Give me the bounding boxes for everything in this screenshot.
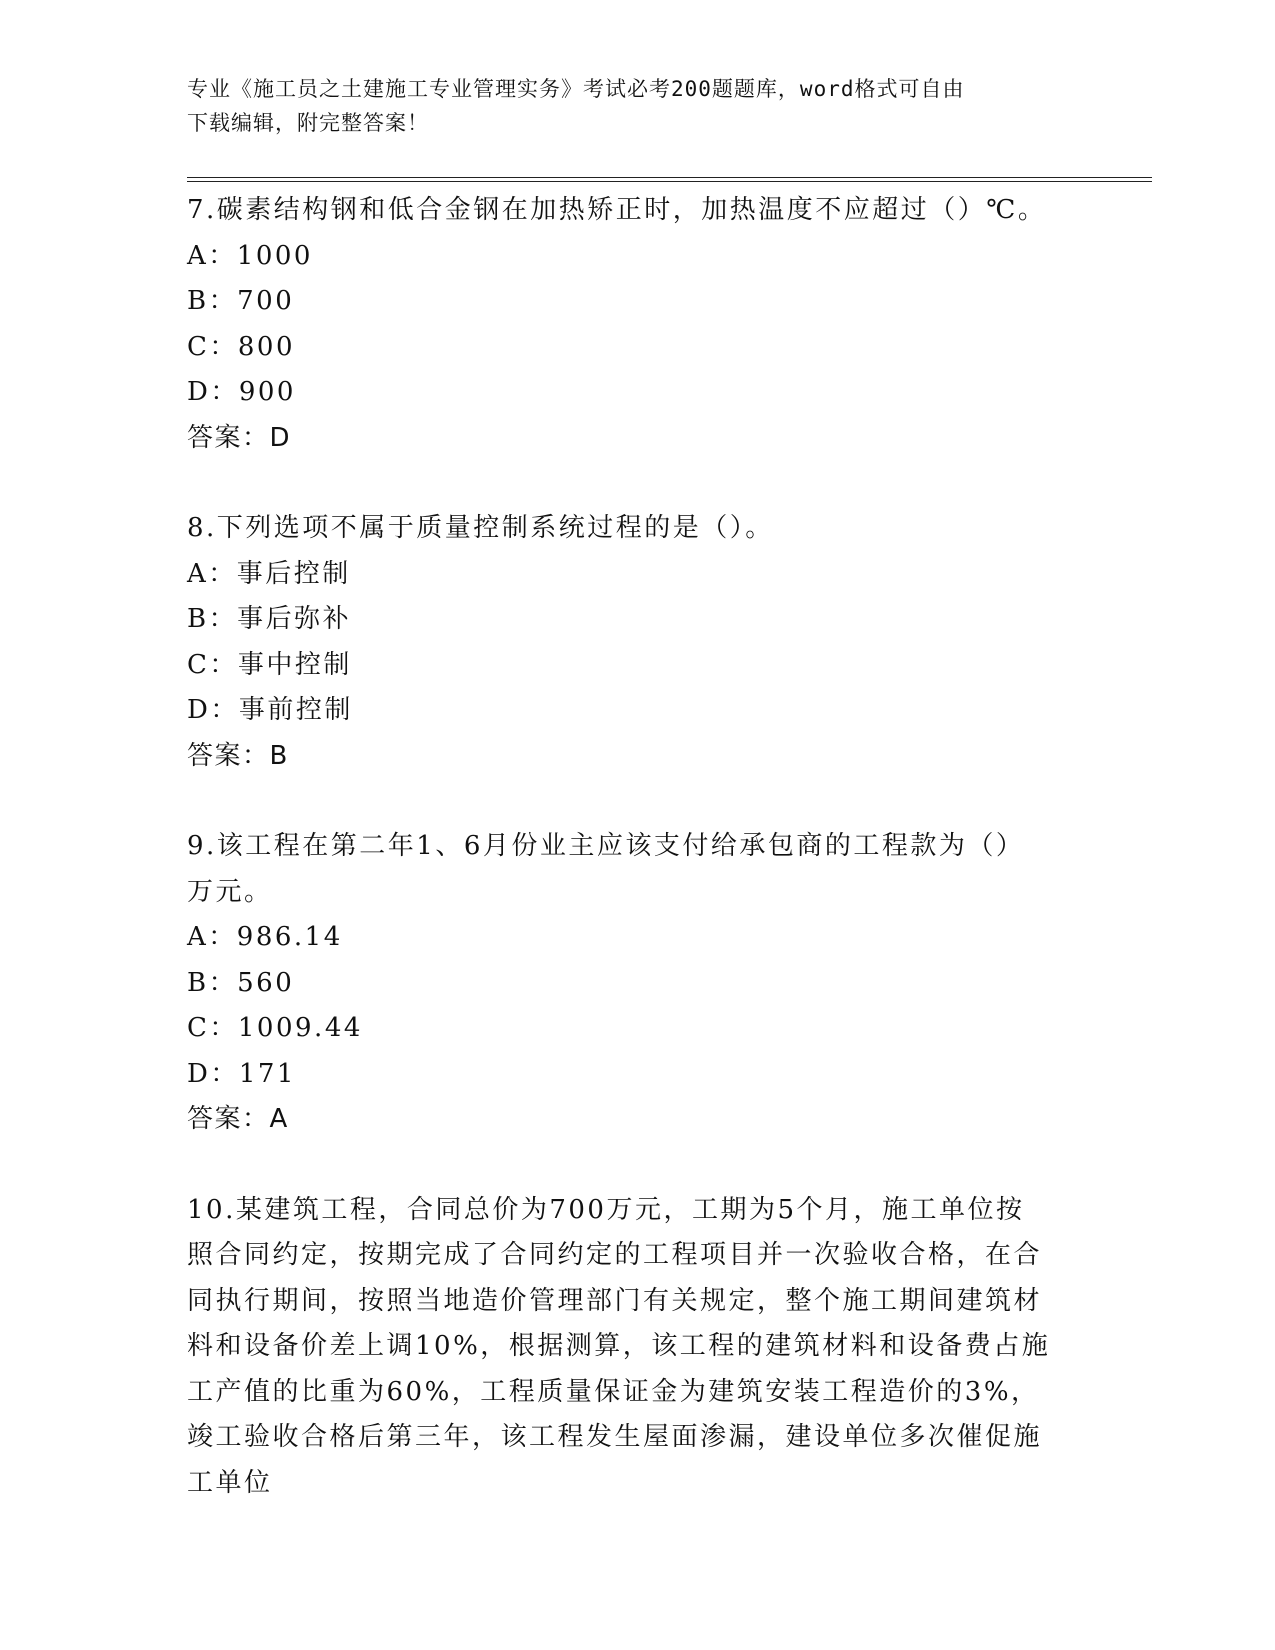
option-b: B：560 <box>187 967 295 998</box>
question-stem: 9.该工程在第二年1、6月份业主应该支付给承包商的工程款为（）万元。 <box>187 831 1025 907</box>
option-c: C：800 <box>187 331 296 362</box>
question-list <box>187 188 1087 1506</box>
answer-label: 答案：B <box>187 740 289 771</box>
document-header <box>187 72 1087 140</box>
option-c: C：事中控制 <box>187 649 352 680</box>
question-8 <box>187 506 1087 779</box>
option-a: A：1000 <box>187 240 313 271</box>
question-stem: 8.下列选项不属于质量控制系统过程的是（）。 <box>187 513 774 543</box>
question-stem: 10.某建筑工程，合同总价为700万元，工期为5个月，施工单位按照合同约定，按期完成了合同约定的工程项目并一次验收合格，在合同执行期间，按照当地造价管理部门有关规定，整个施工期间建筑材料和设备价差上调10%，根据测算，该工程的建筑材料和设备费占施工产值的比重为60%，工程质量保证金为建筑安装工程造价的3%，竣工验收合格后第三年，该工程发生屋面渗漏，建设单位多次催促施工单位 <box>187 1194 1051 1498</box>
header-line-2: 下载编辑，附完整答案！ <box>187 111 429 135</box>
option-d: D：171 <box>187 1058 296 1089</box>
question-10 <box>187 1188 1087 1507</box>
option-c: C：1009.44 <box>187 1013 363 1043</box>
question-7 <box>187 188 1087 461</box>
answer-label: 答案：A <box>187 1104 289 1134</box>
option-a: A：986.14 <box>187 922 343 952</box>
option-b: B：事后弥补 <box>187 604 352 634</box>
question-9 <box>187 824 1087 1143</box>
question-stem: 7.碳素结构钢和低合金钢在加热矫正时，加热温度不应超过（）℃。 <box>187 195 1047 225</box>
option-b: B：700 <box>187 286 295 316</box>
option-d: D：900 <box>187 377 296 407</box>
option-a: A：事后控制 <box>187 558 351 589</box>
header-line-1: 专业《施工员之土建施工专业管理实务》考试必考200题题库，word格式可自由 <box>187 77 965 101</box>
answer-label: 答案：D <box>187 422 292 453</box>
option-d: D：事前控制 <box>187 695 353 725</box>
header-divider <box>187 177 1152 182</box>
